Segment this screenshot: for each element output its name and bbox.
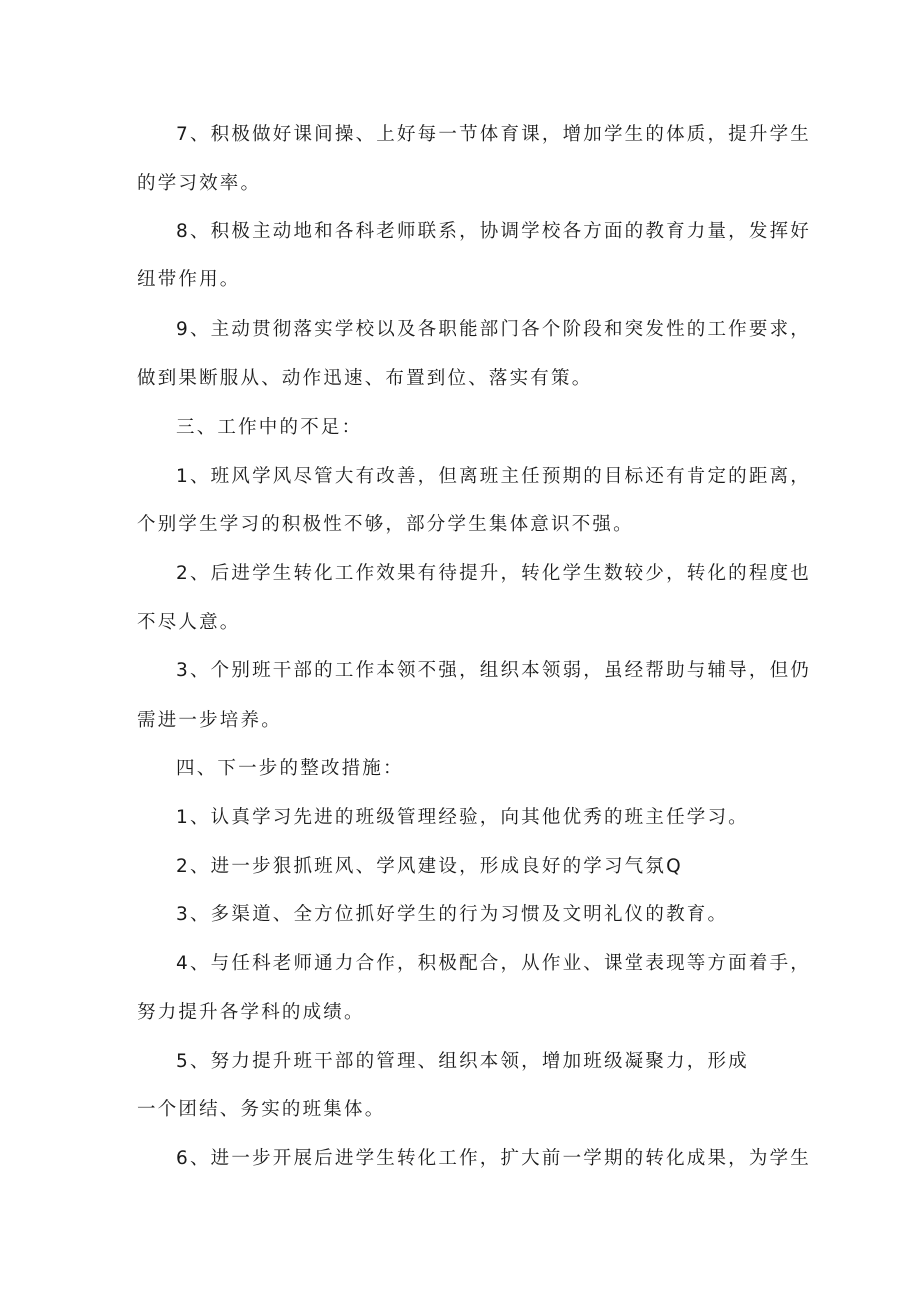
paragraph-line: 8、积极主动地和各科老师联系，协调学校各方面的教育力量，发挥好 — [176, 221, 811, 242]
paragraph-line: 4、与任科老师通力合作，积极配合，从作业、课堂表现等方面着手， — [176, 953, 811, 974]
paragraph-line: 努力提升各学科的成绩。 — [137, 1002, 365, 1023]
paragraph-line: 1、班风学风尽管大有改善，但离班主任预期的目标还有肯定的距离， — [176, 466, 811, 487]
paragraph-line: 不尽人意。 — [137, 612, 241, 633]
paragraph-line: 6、进一步开展后进学生转化工作，扩大前一学期的转化成果，为学生 — [176, 1148, 811, 1169]
paragraph-line: 一个团结、务实的班集体。 — [137, 1099, 386, 1120]
paragraph-line: 7、积极做好课间操、上好每一节体育课，增加学生的体质，提升学生 — [176, 124, 811, 145]
paragraph-line: 的学习效率。 — [137, 173, 262, 194]
paragraph-line: 2、后进学生转化工作效果有待提升，转化学生数较少，转化的程度也 — [176, 563, 811, 584]
paragraph-line: 2、进一步狠抓班风、学风建设，形成良好的学习气氛Q — [176, 856, 683, 877]
paragraph-line: 9、主动贯彻落实学校以及各职能部门各个阶段和突发性的工作要求， — [176, 319, 811, 340]
paragraph-line: 纽带作用。 — [137, 269, 241, 290]
paragraph-line: 个别学生学习的积极性不够，部分学生集体意识不强。 — [137, 514, 634, 535]
paragraph-line: 1、认真学习先进的班级管理经验，向其他优秀的班主任学习。 — [176, 807, 749, 828]
paragraph-line: 做到果断服从、动作迅速、布置到位、落实有策。 — [137, 368, 593, 389]
section-heading: 三、工作中的不足： — [176, 417, 363, 438]
paragraph-line: 3、多渠道、全方位抓好学生的行为习惯及文明礼仪的教育。 — [176, 904, 729, 925]
paragraph-line: 3、个别班干部的工作本领不强，组织本领弱，虽经帮助与辅导，但仍 — [176, 660, 811, 681]
paragraph-line: 5、努力提升班干部的管理、组织本领，增加班级凝聚力，形成 — [176, 1051, 749, 1072]
paragraph-line: 需进一步培养。 — [137, 710, 282, 731]
section-heading: 四、下一步的整改措施： — [176, 758, 404, 779]
